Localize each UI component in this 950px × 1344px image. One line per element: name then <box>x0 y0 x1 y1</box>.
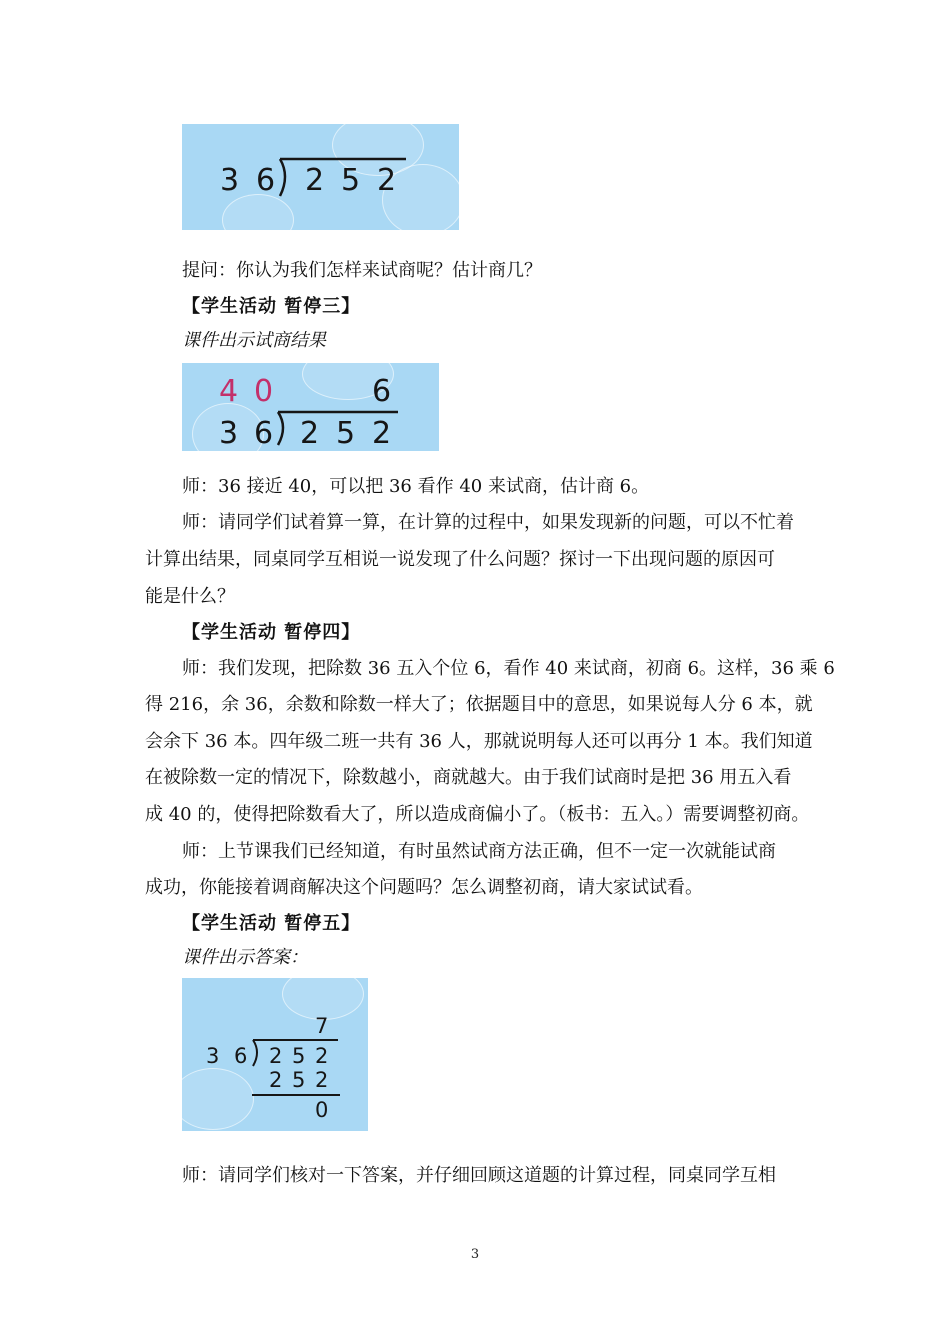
teacher-text-4-line-2: 成功，你能接着调商解决这个问题吗？怎么调整初商，请大家试试看。 <box>145 877 703 898</box>
student-activity-pause-3: 【学生活动 暂停三】 <box>182 296 361 317</box>
teacher-text-3-line-1: 师：我们发现，把除数 36 五入个位 6，看作 40 来试商，初商 6。这样，36 乘 6 <box>182 658 835 679</box>
dividend-digit: 2 <box>315 1044 329 1068</box>
divisor-digit: 3 <box>206 1044 220 1068</box>
product-digit: 2 <box>269 1068 283 1092</box>
dividend-digit: 5 <box>292 1044 306 1068</box>
divisor-digit: 6 <box>234 1044 248 1068</box>
teacher-text-3-line-3: 会余下 36 本。四年级二班一共有 36 人，那就说明每人还可以再分 1 本。我们知道 <box>145 731 813 752</box>
teacher-text-2-line-3: 能是什么？ <box>145 586 235 607</box>
teacher-text-3-line-4: 在被除数一定的情况下，除数越小，商就越大。由于我们试商时是把 36 用五入看 <box>145 767 792 788</box>
courseware-caption-1: 课件出示试商结果 <box>182 330 326 351</box>
courseware-caption-2: 课件出示答案： <box>182 947 308 968</box>
teacher-text-3-line-5: 成 40 的，使得把除数看大了，所以造成商偏小了。（板书：五入。）需要调整初商。 <box>145 804 810 825</box>
dividend-digit: 5 <box>336 416 356 451</box>
estimate-digit: 4 <box>219 374 239 409</box>
divisor-digit: 3 <box>219 416 239 451</box>
student-activity-pause-5: 【学生活动 暂停五】 <box>182 913 361 934</box>
teacher-text-5: 师：请同学们核对一下答案，并仔细回顾这道题的计算过程，同桌同学互相 <box>182 1165 776 1186</box>
subtraction-line <box>252 1094 340 1096</box>
dividend-digit: 2 <box>269 1044 283 1068</box>
dividend-digit: 2 <box>305 163 325 198</box>
student-activity-pause-4: 【学生活动 暂停四】 <box>182 622 361 643</box>
product-digit: 2 <box>315 1068 329 1092</box>
background-cloud-decoration <box>182 1068 254 1130</box>
dividend-digit: 2 <box>377 163 397 198</box>
dividend-digit: 2 <box>372 416 392 451</box>
question-text: 提问：你认为我们怎样来试商呢？估计商几？ <box>182 260 542 281</box>
remainder-digit: 0 <box>315 1098 329 1122</box>
division-figure-2 <box>182 363 439 451</box>
division-figure-1 <box>182 124 459 230</box>
teacher-text-4-line-1: 师：上节课我们已经知道，有时虽然试商方法正确，但不一定一次就能试商 <box>182 841 776 862</box>
estimate-digit: 0 <box>254 374 274 409</box>
divisor-digit: 3 <box>220 163 240 198</box>
page-number: 3 <box>470 1247 480 1262</box>
teacher-text-3-line-2: 得 216，余 36，余数和除数一样大了；依据题目中的意思，如果说每人分 6 本，就 <box>145 694 813 715</box>
divisor-digit: 6 <box>256 163 276 198</box>
division-figure-3 <box>182 978 368 1131</box>
dividend-digit: 5 <box>341 163 361 198</box>
dividend-digit: 2 <box>300 416 320 451</box>
teacher-text-1: 师：36 接近 40，可以把 36 看作 40 来试商，估计商 6。 <box>182 476 650 497</box>
product-digit: 5 <box>292 1068 306 1092</box>
teacher-text-2-line-2: 计算出结果，同桌同学互相说一说发现了什么问题？探讨一下出现问题的原因可 <box>145 549 775 570</box>
quotient-digit: 6 <box>372 374 392 409</box>
teacher-text-2-line-1: 师：请同学们试着算一算，在计算的过程中，如果发现新的问题，可以不忙着 <box>182 512 794 533</box>
divisor-digit: 6 <box>254 416 274 451</box>
quotient-digit: 7 <box>315 1014 329 1038</box>
